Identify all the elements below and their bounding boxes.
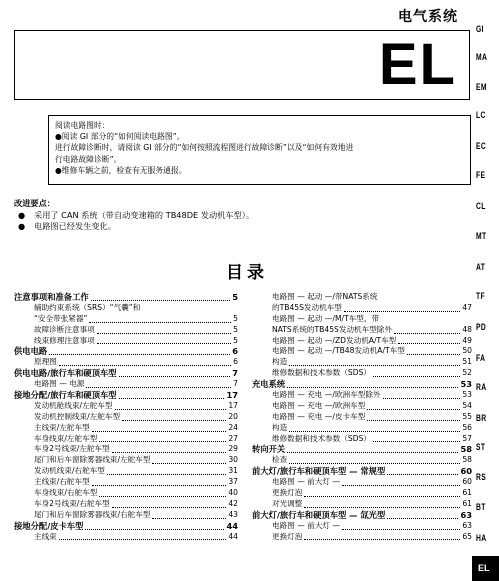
- toc-entry-page: 17: [228, 400, 238, 410]
- toc-leader: [59, 365, 231, 366]
- toc-entry[interactable]: [14, 477, 238, 488]
- toc-entry-title: 电路图 — 起动 —/ZD发动机A/T车型: [272, 335, 397, 345]
- thumb-tab[interactable]: TF: [476, 291, 485, 301]
- toc-entry-page: 51: [462, 357, 472, 367]
- toc-leader: [115, 409, 227, 410]
- toc-entry-page: 5: [233, 335, 238, 345]
- toc-leader: [287, 452, 458, 453]
- toc-entry-title: 前大灯/旅行车和硬顶车型 — 常规型: [252, 466, 386, 477]
- toc-entry-title: 接地分配/皮卡车型: [14, 520, 84, 531]
- thumb-tab-active[interactable]: [472, 556, 499, 581]
- toc-entry-page: 54: [462, 400, 472, 410]
- notice-line: ●维修车辆之前，检查有无服务通报。: [55, 165, 187, 175]
- toc-entry-page: 5: [233, 324, 238, 334]
- toc-leader: [49, 354, 230, 355]
- improvement-item: [14, 221, 254, 233]
- toc-leader: [304, 507, 460, 508]
- toc-leader: [387, 474, 458, 475]
- improvement-text: 采用了 CAN 系统（带自动变速箱的 TB48DE 发动机车型）。: [34, 209, 255, 220]
- thumb-tab[interactable]: HA: [476, 533, 487, 543]
- toc-leader: [89, 322, 231, 323]
- thumb-tab[interactable]: FA: [476, 353, 486, 363]
- toc-entry-title: 故障诊断注意事项: [34, 324, 95, 334]
- toc-entry-page: 37: [228, 477, 238, 487]
- toc-entry-page: 58: [462, 455, 472, 465]
- toc-entry-title: 供电电路: [14, 346, 48, 357]
- toc-entry[interactable]: [252, 336, 472, 347]
- toc-entry[interactable]: [14, 455, 238, 466]
- toc-entry-title: 的TB45S发动机车型: [272, 302, 342, 312]
- toc-entry[interactable]: [252, 444, 472, 455]
- toc-entry-title: 更换灯泡: [272, 488, 303, 498]
- toc-leader: [92, 485, 227, 486]
- toc-leader: [91, 300, 231, 301]
- bullet: ●: [18, 209, 26, 220]
- toc-leader: [86, 387, 231, 388]
- toc-entry-page: 20: [228, 411, 238, 421]
- toc-entry-page: 47: [462, 302, 472, 312]
- toc-entry[interactable]: [14, 521, 238, 532]
- toc-leader: [367, 409, 460, 410]
- toc-leader: [342, 529, 460, 530]
- toc-entry[interactable]: [14, 466, 238, 477]
- toc-entry[interactable]: [14, 390, 238, 401]
- toc-entry[interactable]: [252, 455, 472, 466]
- toc-entry-page: 6: [232, 346, 238, 357]
- toc-entry-title: 电路图 — 前大灯 —: [272, 520, 340, 530]
- toc-entry-title: NATS系统的TB45S发动机车型除外: [272, 324, 393, 334]
- toc-entry[interactable]: [252, 499, 472, 510]
- toc-entry[interactable]: [14, 357, 238, 368]
- thumb-tab-active-label: EL: [478, 563, 490, 573]
- toc-leader: [97, 343, 231, 344]
- toc-entry-page: 58: [460, 444, 472, 455]
- toc-entry[interactable]: [14, 303, 238, 314]
- toc-leader: [97, 333, 231, 334]
- toc-entry-title: 构造: [272, 422, 288, 432]
- toc-leader: [152, 518, 226, 519]
- toc-entry[interactable]: [252, 532, 472, 543]
- toc-leader: [112, 452, 227, 453]
- toc-leader: [304, 496, 460, 497]
- toc-entry[interactable]: [252, 401, 472, 412]
- toc-entry-title: 车身2号线束/左舵车型: [34, 444, 110, 454]
- toc-entry-page: 6: [233, 357, 238, 367]
- toc-leader: [122, 420, 226, 421]
- toc-entry-title: 供电电路/旅行车和硬顶车型: [14, 368, 117, 379]
- toc-entry[interactable]: [14, 292, 238, 303]
- improvement-text: 电路图已经发生变化。: [34, 221, 116, 231]
- toc-entry[interactable]: [14, 488, 238, 499]
- toc-leader: [407, 354, 461, 355]
- toc-entry-page: 17: [226, 390, 238, 400]
- toc-entry-page: 63: [460, 509, 472, 520]
- toc-entry-page: 52: [462, 368, 472, 378]
- notice-line: 阅读电路图时：: [55, 121, 110, 130]
- toc-entry-title: 车身线束/右舵车型: [34, 488, 98, 498]
- toc-entry[interactable]: [252, 488, 472, 499]
- toc-entry-page: 44: [228, 531, 238, 541]
- toc-entry-page: 65: [462, 531, 472, 541]
- toc-entry[interactable]: [252, 521, 472, 532]
- notice-line: ●阅读 GI 部分的“如何阅读电路图”。: [55, 132, 185, 142]
- toc-leader: [373, 376, 460, 377]
- toc-right-column: [252, 292, 472, 542]
- toc-entry-page: 5: [233, 313, 238, 323]
- toc-leader: [289, 431, 460, 432]
- toc-entry-title: 对光调整: [272, 498, 303, 508]
- toc-entry-page: 30: [228, 455, 238, 465]
- notice-box: [48, 115, 471, 185]
- toc-entry[interactable]: [14, 336, 238, 347]
- toc-entry-page: 61: [462, 488, 472, 498]
- toc-leader: [398, 343, 460, 344]
- toc-entry-title: 车身线束/左舵车型: [34, 433, 98, 443]
- toc-entry-title: 发动机线束/右舵车型: [34, 466, 105, 476]
- improvements-heading: 改进要点：: [14, 198, 55, 208]
- toc-entry-title: 发动机控制线束/左舵车型: [34, 411, 121, 421]
- toc-entry[interactable]: [14, 314, 238, 325]
- toc-title: 目录: [226, 263, 268, 283]
- toc-leader: [289, 463, 460, 464]
- thumb-tab[interactable]: MT: [476, 231, 487, 241]
- toc-entry[interactable]: [252, 325, 472, 336]
- toc-entry-page: 7: [233, 379, 238, 389]
- toc-entry-title: “安全带张紧器”: [34, 313, 88, 323]
- toc-entry-page: 60: [460, 466, 472, 477]
- toc-entry-page: 53: [462, 390, 472, 399]
- toc-entry[interactable]: [14, 346, 238, 357]
- toc-entry[interactable]: [252, 412, 472, 423]
- toc-entry-page: 43: [228, 509, 238, 519]
- toc-entry-title: 发动机舱线束/左舵车型: [34, 400, 113, 410]
- toc-leader: [112, 507, 227, 508]
- toc-left-column: [14, 292, 238, 542]
- thumb-tab[interactable]: RA: [476, 382, 487, 392]
- toc-entry[interactable]: [14, 412, 238, 423]
- toc-entry[interactable]: [252, 477, 472, 488]
- toc-entry-title: 原理图: [34, 357, 57, 367]
- toc-entry-title: 电路图 — 起动 —/带NATS系统: [272, 291, 378, 301]
- toc-entry[interactable]: [252, 379, 472, 390]
- toc-entry[interactable]: [14, 499, 238, 510]
- thumb-tab[interactable]: EC: [476, 141, 487, 151]
- toc-entry-page: 49: [462, 335, 472, 345]
- toc-entry-page: 63: [462, 520, 472, 530]
- thumb-tab[interactable]: CL: [476, 201, 486, 211]
- toc-entry-title: 辅助约束系统（SRS）“气囊”和: [34, 302, 141, 312]
- thumb-tab[interactable]: PD: [476, 322, 487, 332]
- toc-leader: [373, 441, 460, 442]
- toc-entry-page: 29: [228, 444, 238, 454]
- toc-entry[interactable]: [252, 368, 472, 379]
- toc-entry-page: 56: [462, 422, 472, 432]
- toc-entry-page: 61: [462, 498, 472, 508]
- toc-entry-page: 5: [232, 291, 238, 302]
- toc-entry-title: 主线束/左舵车型: [34, 422, 90, 432]
- toc-leader: [342, 485, 460, 486]
- toc-entry[interactable]: [14, 532, 238, 543]
- toc-entry-title: 电路图 — 充电 —/欧洲车型除外: [272, 390, 381, 399]
- toc-entry-title: 主线束: [34, 531, 57, 541]
- improvement-item: [14, 210, 254, 222]
- toc-entry-title: 检查: [272, 455, 288, 465]
- thumb-tab[interactable]: BR: [476, 413, 487, 423]
- toc-entry-page: 31: [228, 466, 238, 476]
- toc-entry[interactable]: [252, 510, 472, 521]
- toc-entry-title: 维修数据和技术参数（SDS）: [272, 433, 372, 443]
- toc-entry-page: 60: [462, 477, 472, 487]
- toc-entry[interactable]: [252, 314, 472, 325]
- toc-entry[interactable]: [14, 379, 238, 390]
- toc-entry-page: 24: [228, 422, 238, 432]
- toc-entry-page: 55: [462, 411, 472, 421]
- toc-entry[interactable]: [14, 401, 238, 412]
- toc-leader: [152, 463, 226, 464]
- toc-entry[interactable]: [14, 510, 238, 521]
- toc-entry-title: 尾门和后车窗除雾器线束/左舵车型: [34, 455, 151, 465]
- thumb-tab[interactable]: BT: [476, 502, 486, 512]
- toc-entry-title: 电路图 — 前大灯 —: [272, 477, 340, 487]
- toc-entry-title: 车身2号线束/右舵车型: [34, 498, 110, 508]
- toc-entry-title: 尾门和后车窗除雾器线束/右舵车型: [34, 509, 151, 519]
- toc-leader: [287, 387, 458, 388]
- toc-entry-title: 构造: [272, 357, 288, 367]
- thumb-tab[interactable]: ST: [476, 442, 486, 452]
- toc-entry[interactable]: [252, 346, 472, 357]
- toc-entry-title: 线束修理注意事项: [34, 335, 95, 345]
- toc-entry-title: 电路图 — 起动 —/M/T车型，带: [272, 313, 380, 323]
- toc-leader: [92, 431, 227, 432]
- toc-entry[interactable]: [252, 466, 472, 477]
- thumb-tab[interactable]: MA: [476, 52, 488, 62]
- toc-leader: [367, 420, 460, 421]
- thumb-tab[interactable]: GI: [476, 24, 484, 34]
- thumb-tab[interactable]: RS: [476, 472, 487, 482]
- toc-leader: [289, 365, 460, 366]
- toc-leader: [387, 518, 458, 519]
- toc-entry-page: 40: [228, 488, 238, 498]
- toc-entry-page: 57: [462, 433, 472, 443]
- toc-entry-title: 电路图 — 充电 —/皮卡车型: [272, 411, 366, 421]
- toc-entry-title: 电路图 — 起动 —/TB48发动机A/T车型: [272, 346, 405, 356]
- toc-entry-title: 前大灯/旅行车和硬顶车型 — 氙光型: [252, 509, 386, 520]
- toc-entry[interactable]: [14, 325, 238, 336]
- toc-entry-page: 53: [460, 379, 472, 390]
- toc-entry-title: 接地分配/旅行车和硬顶车型: [14, 390, 117, 400]
- toc-entry[interactable]: [252, 303, 472, 314]
- toc-entry-page: 42: [228, 498, 238, 508]
- toc-leader: [85, 529, 224, 530]
- toc-entry[interactable]: [252, 357, 472, 368]
- notice-line: 行电路故障诊断”。: [55, 154, 122, 164]
- toc-leader: [119, 398, 225, 399]
- thumb-tab[interactable]: LC: [476, 110, 486, 120]
- toc-leader: [383, 398, 461, 399]
- toc-leader: [59, 539, 227, 540]
- toc-entry[interactable]: [252, 292, 472, 303]
- notice-line: 进行故障诊断时，请阅读 GI 部分的“如何按照流程图进行故障诊断”以及“如何有效地进: [55, 143, 354, 153]
- toc-entry-page: 44: [226, 520, 238, 531]
- thumb-index: [472, 0, 499, 581]
- section-code-box: [14, 30, 470, 100]
- bullet: ●: [18, 221, 26, 231]
- toc-entry[interactable]: [14, 434, 238, 445]
- toc-entry-title: 更换灯泡: [272, 531, 303, 541]
- toc-entry[interactable]: [252, 434, 472, 445]
- toc-entry-page: 48: [462, 324, 472, 334]
- toc-entry-title: 电路图 — 充电 —/欧洲车型: [272, 400, 366, 410]
- section-code: EL: [378, 32, 457, 97]
- toc-leader: [99, 496, 226, 497]
- toc-leader: [107, 474, 226, 475]
- toc-entry-title: 电路图 — 电源: [34, 379, 85, 389]
- toc-leader: [344, 311, 460, 312]
- toc-entry-title: 充电系统: [252, 379, 286, 390]
- thumb-tab[interactable]: AT: [476, 262, 486, 272]
- toc-entry-page: 27: [228, 433, 238, 443]
- thumb-tab[interactable]: FE: [476, 170, 486, 180]
- toc-leader: [394, 333, 460, 334]
- toc-entry-title: 主线束/右舵车型: [34, 477, 90, 487]
- toc-entry[interactable]: [252, 390, 472, 401]
- thumb-tab[interactable]: EM: [476, 82, 487, 92]
- improvements: [14, 198, 254, 233]
- toc-leader: [119, 376, 231, 377]
- section-title: 电气系统: [398, 9, 458, 25]
- toc-entry[interactable]: [14, 423, 238, 434]
- toc-leader: [304, 539, 460, 540]
- toc-leader: [99, 441, 226, 442]
- toc-entry-title: 转向开关: [252, 444, 286, 455]
- toc-entry-page: 50: [462, 346, 472, 356]
- toc-entry[interactable]: [14, 444, 238, 455]
- toc-entry[interactable]: [252, 423, 472, 434]
- toc-entry-page: 7: [232, 368, 238, 379]
- toc-entry-title: 注意事项和准备工作: [14, 291, 89, 302]
- toc-entry-title: 维修数据和技术参数（SDS）: [272, 368, 372, 378]
- toc-entry[interactable]: [14, 368, 238, 379]
